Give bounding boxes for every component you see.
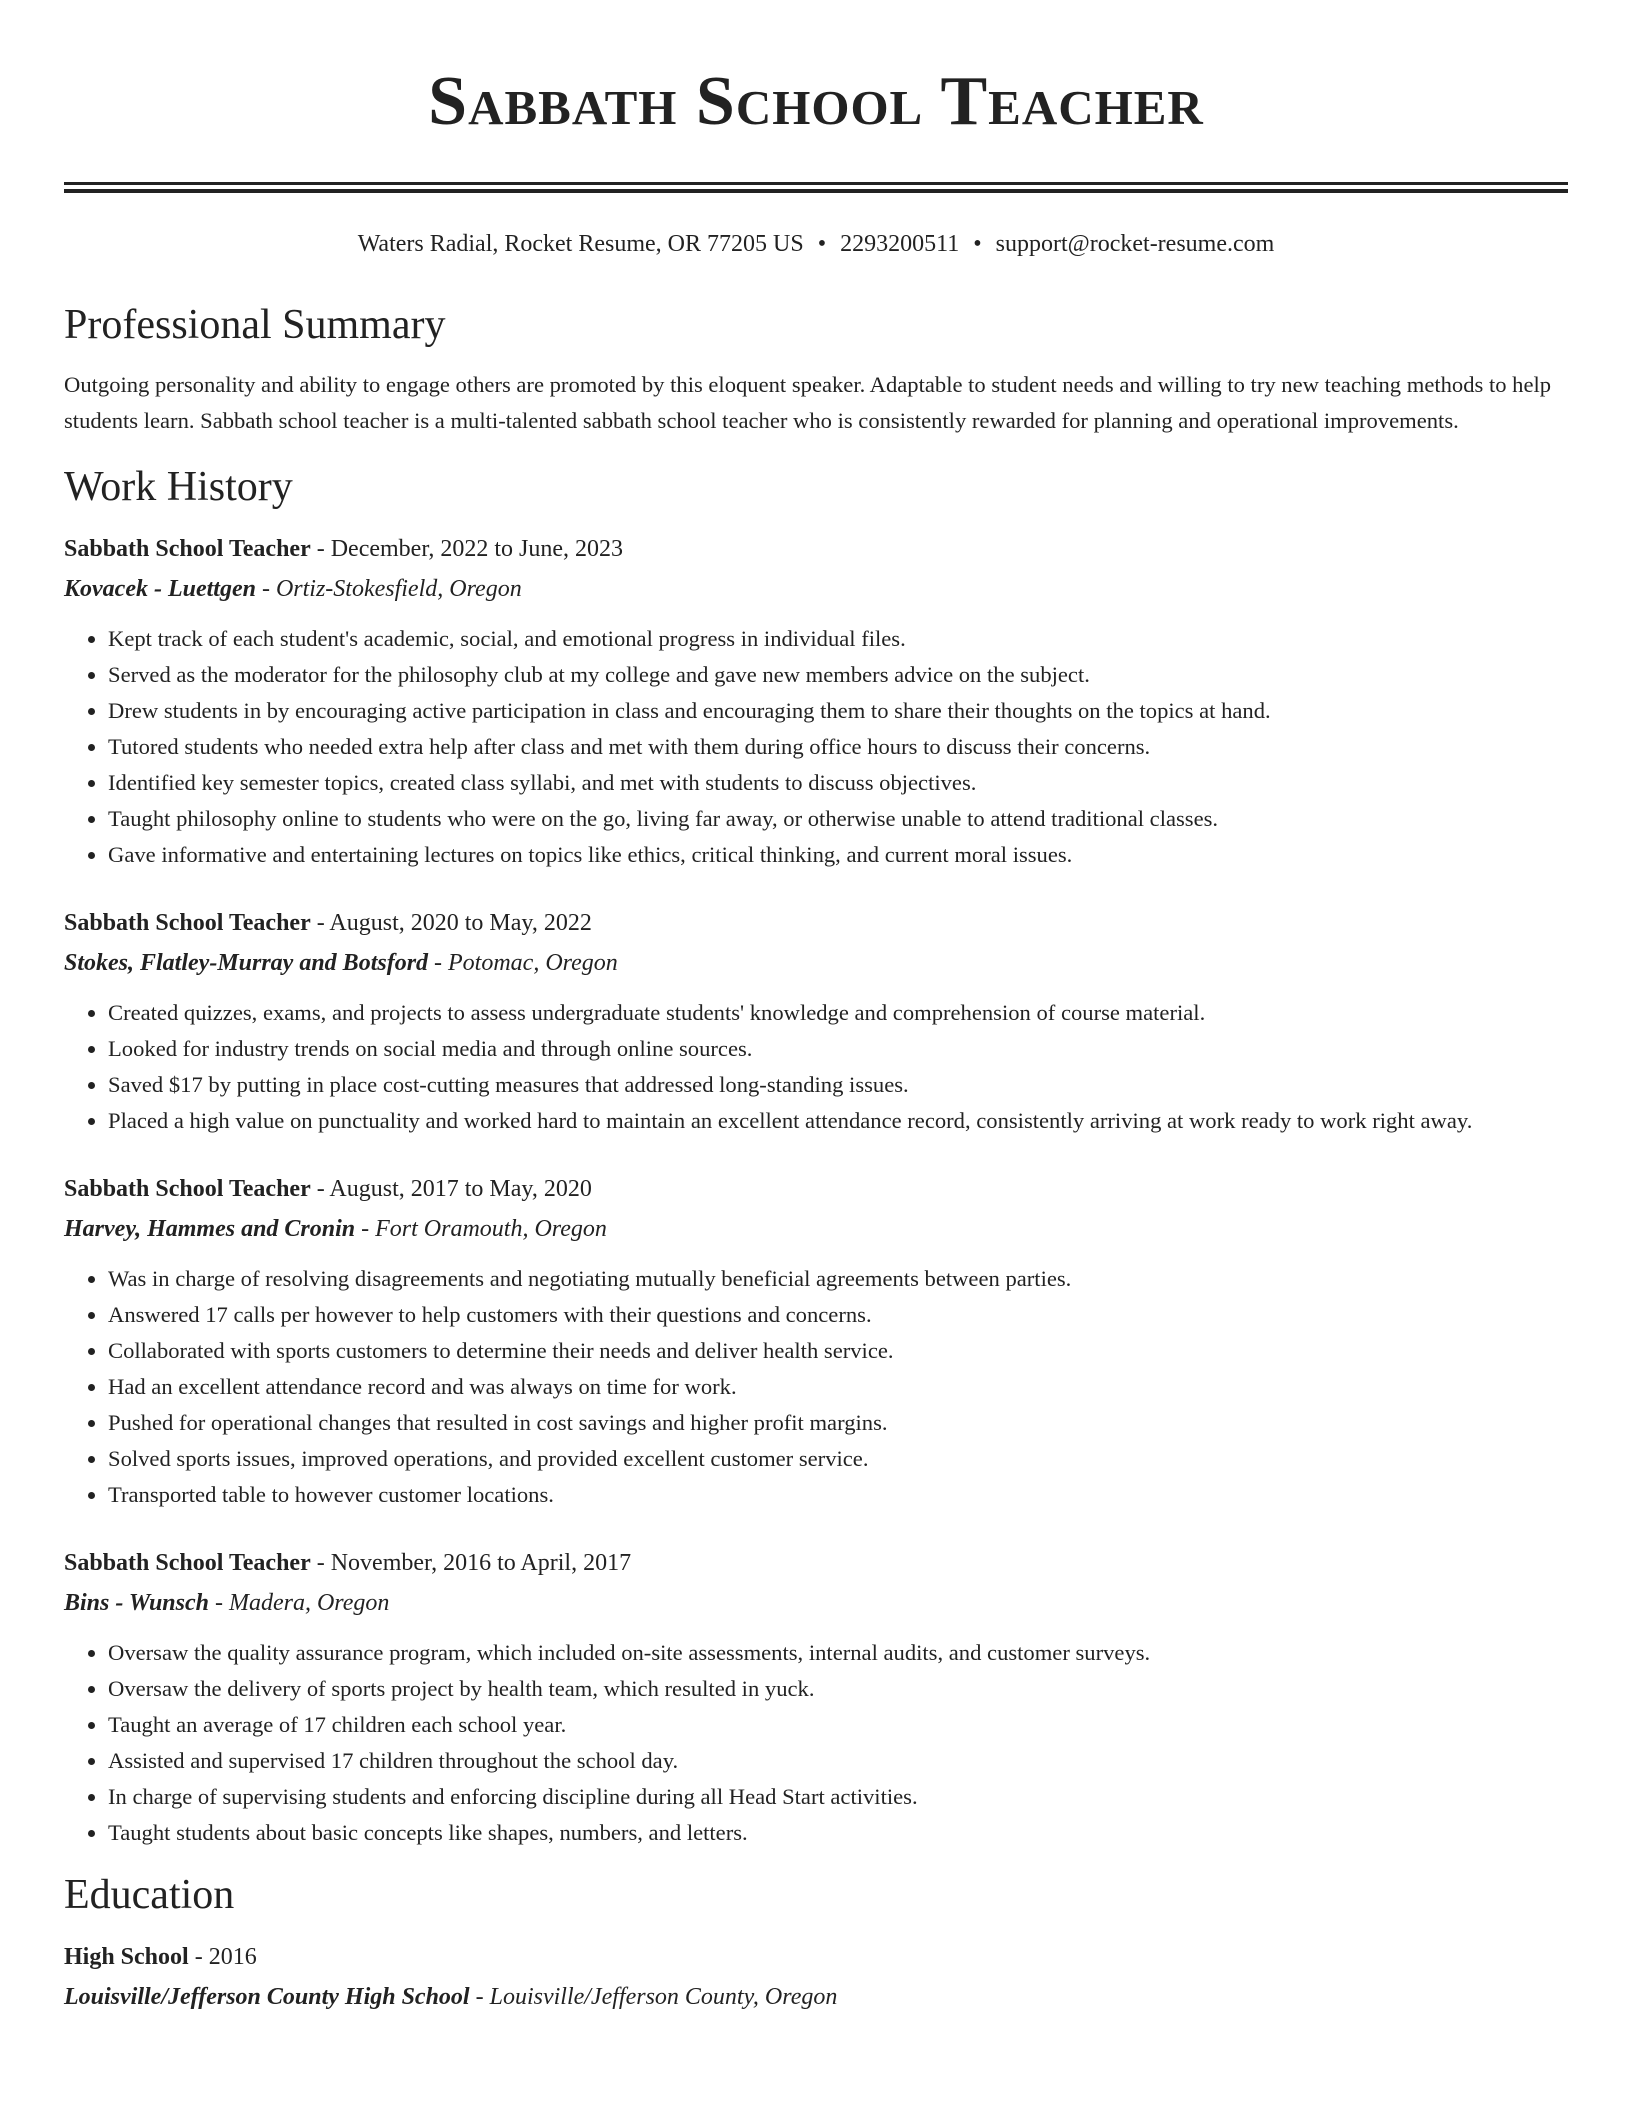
education-degree: High School bbox=[64, 1944, 189, 1970]
job-company: Stokes, Flatley-Murray and Botsford bbox=[64, 950, 429, 976]
bullet-item: • Taught an average of 17 children each school year. bbox=[108, 1707, 1568, 1743]
job-location: - Potomac, Oregon bbox=[428, 950, 618, 976]
education-degree-line bbox=[64, 1937, 1568, 1977]
job-company: Harvey, Hammes and Cronin bbox=[64, 1216, 356, 1242]
bullet-item: • Identified key semester topics, created class syllabi, and met with students to discuss objectives. bbox=[108, 765, 1568, 801]
job-location: - Ortiz-Stokesfield, Oregon bbox=[255, 576, 522, 602]
job-location: - Fort Oramouth, Oregon bbox=[355, 1216, 607, 1242]
bullet-item: • Kept track of each student's academic, social, and emotional progress in individual files. bbox=[108, 621, 1568, 657]
job-dates: - August, 2020 to May, 2022 bbox=[310, 910, 592, 936]
education-location: - Louisville/Jefferson County, Oregon bbox=[469, 1984, 838, 2010]
contact-email: support@rocket-resume.com bbox=[995, 231, 1275, 257]
job-dates: - August, 2017 to May, 2020 bbox=[310, 1176, 592, 1202]
page-title: Sabbath School Teacher bbox=[428, 63, 1204, 140]
bullet-item: • Taught philosophy online to students who were on the go, living far away, or otherwise unable to attend traditional classes. bbox=[108, 801, 1568, 837]
work-history-heading: Work History bbox=[64, 464, 293, 510]
job-company-line bbox=[64, 943, 1568, 983]
bullet-item: • Created quizzes, exams, and projects to assess undergraduate students' knowledge and comprehension of course material. bbox=[108, 995, 1568, 1031]
bullet-item: • Oversaw the quality assurance program, which included on-site assessments, internal audits, and customer surveys. bbox=[108, 1635, 1568, 1671]
job-company: Kovacek - Luettgen bbox=[64, 576, 256, 602]
job-title-line bbox=[64, 1543, 1568, 1583]
bullet-item: • Oversaw the delivery of sports project by health team, which resulted in yuck. bbox=[108, 1671, 1568, 1707]
job-title-line bbox=[64, 903, 1568, 943]
job-dates: - December, 2022 to June, 2023 bbox=[310, 536, 624, 562]
bullet-item: • Placed a high value on punctuality and worked hard to maintain an excellent attendance record, consistently arriving at work ready to work right away. bbox=[108, 1103, 1568, 1139]
education-school-line bbox=[64, 1977, 1568, 2017]
bullet-item: • Served as the moderator for the philosophy club at my college and gave new members advice on the subject. bbox=[108, 657, 1568, 693]
job-bullets bbox=[64, 621, 1568, 873]
job-title: Sabbath School Teacher bbox=[64, 1550, 311, 1576]
header-double-rule bbox=[64, 182, 1568, 193]
resume-page bbox=[64, 0, 1568, 2017]
education-heading: Education bbox=[64, 1872, 235, 1918]
job-company-line bbox=[64, 1583, 1568, 1623]
job-title: Sabbath School Teacher bbox=[64, 536, 311, 562]
job-entry bbox=[64, 529, 1568, 873]
contact-phone: 2293200511 bbox=[840, 231, 960, 257]
bullet-item: • Gave informative and entertaining lectures on topics like ethics, critical thinking, and current moral issues. bbox=[108, 837, 1568, 873]
job-title: Sabbath School Teacher bbox=[64, 910, 311, 936]
bullet-item: • Pushed for operational changes that resulted in cost savings and higher profit margins. bbox=[108, 1405, 1568, 1441]
job-location: - Madera, Oregon bbox=[208, 1590, 390, 1616]
contact-address: Waters Radial, Rocket Resume, OR 77205 US bbox=[357, 231, 804, 257]
job-company: Bins - Wunsch bbox=[64, 1590, 209, 1616]
bullet-item: • Answered 17 calls per however to help customers with their questions and concerns. bbox=[108, 1297, 1568, 1333]
education-year: - 2016 bbox=[188, 1944, 257, 1970]
bullet-item: • Transported table to however customer locations. bbox=[108, 1477, 1568, 1513]
education-entry bbox=[64, 1937, 1568, 2017]
bullet-item: • Solved sports issues, improved operations, and provided excellent customer service. bbox=[108, 1441, 1568, 1477]
summary-text: Outgoing personality and ability to engage others are promoted by this eloquent speaker. Adaptable to student needs and willing to try new teaching methods to help students learn. Sabbath school teacher is a multi-talented sabbath school teacher who is consistently rewarded for planning and operational improvements. bbox=[64, 372, 1552, 433]
job-entry bbox=[64, 1543, 1568, 1851]
bullet-item: • Drew students in by encouraging active participation in class and encouraging them to share their thoughts on the topics at hand. bbox=[108, 693, 1568, 729]
bullet-item: • In charge of supervising students and enforcing discipline during all Head Start activities. bbox=[108, 1779, 1568, 1815]
bullet-item: • Saved $17 by putting in place cost-cutting measures that addressed long-standing issues. bbox=[108, 1067, 1568, 1103]
contact-separator: • bbox=[817, 231, 827, 257]
bullet-item: • Was in charge of resolving disagreements and negotiating mutually beneficial agreements between parties. bbox=[108, 1261, 1568, 1297]
job-company-line bbox=[64, 569, 1568, 609]
job-bullets bbox=[64, 1635, 1568, 1851]
education-school: Louisville/Jefferson County High School bbox=[64, 1984, 470, 2010]
contact-separator: • bbox=[973, 231, 982, 257]
job-title-line bbox=[64, 529, 1568, 569]
bullet-item: • Collaborated with sports customers to determine their needs and deliver health service. bbox=[108, 1333, 1568, 1369]
job-company-line bbox=[64, 1209, 1568, 1249]
job-bullets bbox=[64, 995, 1568, 1139]
job-title-line bbox=[64, 1169, 1568, 1209]
job-entry bbox=[64, 903, 1568, 1139]
contact-line bbox=[64, 227, 1568, 261]
job-dates: - November, 2016 to April, 2017 bbox=[310, 1550, 632, 1576]
bullet-item: • Assisted and supervised 17 children throughout the school day. bbox=[108, 1743, 1568, 1779]
bullet-item: • Taught students about basic concepts like shapes, numbers, and letters. bbox=[108, 1815, 1568, 1851]
bullet-item: • Looked for industry trends on social media and through online sources. bbox=[108, 1031, 1568, 1067]
bullet-item: • Tutored students who needed extra help after class and met with them during office hours to discuss their concerns. bbox=[108, 729, 1568, 765]
summary-heading: Professional Summary bbox=[64, 302, 446, 348]
job-entry bbox=[64, 1169, 1568, 1513]
job-title: Sabbath School Teacher bbox=[64, 1176, 311, 1202]
bullet-item: • Had an excellent attendance record and was always on time for work. bbox=[108, 1369, 1568, 1405]
job-bullets bbox=[64, 1261, 1568, 1513]
